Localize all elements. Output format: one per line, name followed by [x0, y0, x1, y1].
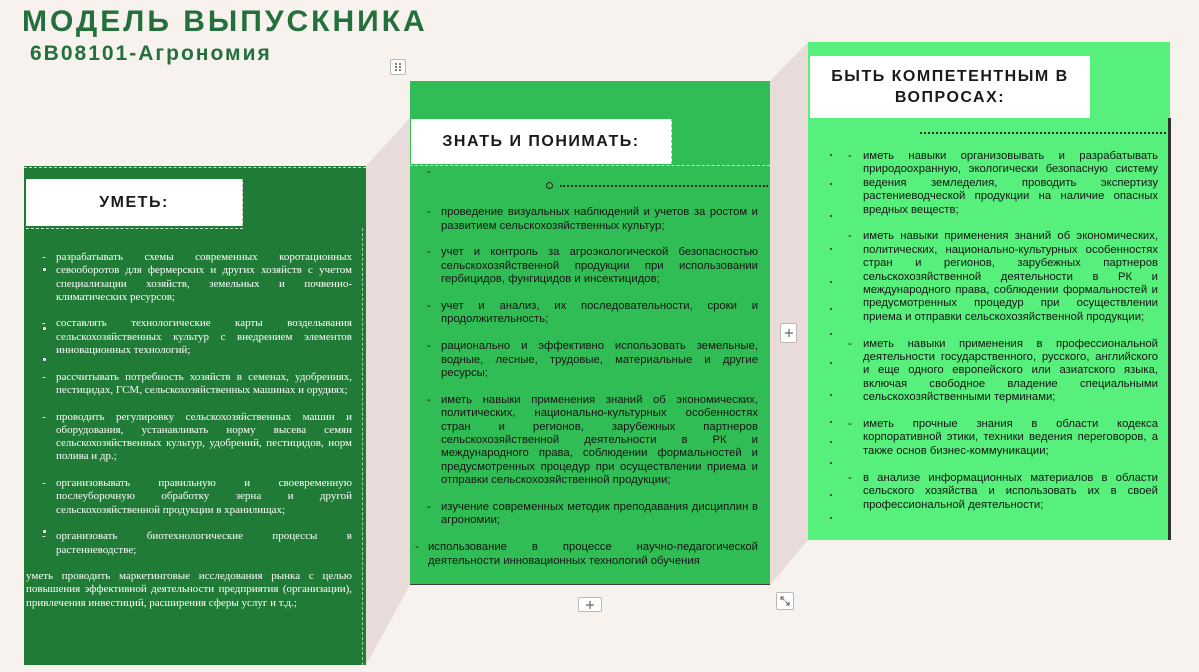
list-item-text: иметь прочные знания в области кодекса корпоративной этики, техники ведения переговоров, а также основ бизнес-коммуникации; — [863, 418, 1158, 457]
list-item — [42, 251, 352, 304]
list-item — [848, 150, 1158, 217]
knowledge-heading[interactable]: ЗНАТЬ И ПОНИМАТЬ: — [411, 119, 672, 164]
list-item-closing — [26, 570, 352, 610]
list-item — [42, 477, 352, 517]
heading-bottom-guide — [26, 228, 243, 229]
list-item — [427, 394, 758, 488]
list-marker: - — [848, 471, 852, 484]
list-item — [42, 317, 352, 357]
list-marker: - — [427, 166, 431, 178]
competence-panel[interactable] — [808, 42, 1170, 540]
list-item-text: в анализе информационных материалов в области сельского хозяйства и использовать их в своей профессиональной деятельности; — [863, 471, 1158, 511]
skills-panel[interactable] — [24, 166, 366, 665]
list-marker: - — [415, 541, 419, 554]
list-item-closing — [415, 541, 758, 568]
knowledge-list[interactable] — [415, 166, 758, 581]
list-item — [427, 246, 758, 286]
list-item-empty — [427, 179, 758, 192]
bullet-dot — [830, 215, 832, 217]
skills-list[interactable] — [26, 251, 352, 623]
list-item-text: учет и контроль за агроэкологической безопасностью сельскохозяйственной продукции при использовании гербицидов, фунгицидов и инсектицидов; — [441, 246, 758, 286]
bullet-dot — [830, 394, 832, 396]
list-item — [427, 300, 758, 327]
list-item-empty — [427, 166, 758, 179]
list-item-text: проводить регулировку сельскохозяйственных машин и оборудования, устанавливать норму высева семян сельскохозяйственных культур, удобрений, пестицидов, норм полива и др.; — [56, 410, 352, 463]
list-marker: - — [42, 477, 46, 490]
drag-handle-icon — [393, 62, 403, 72]
bullet-dot — [830, 333, 832, 335]
list-item-text: использование в процессе научно-педагогической деятельности инновационных технологий обучения — [428, 541, 758, 567]
bullet-dot — [830, 248, 832, 250]
list-item — [42, 411, 352, 464]
circle-bullet-icon — [546, 182, 553, 189]
drag-handle[interactable] — [390, 59, 406, 75]
list-item-text: иметь навыки организовывать и разрабатывать природоохранную, экологически безопасную систему ведения земледелия, проводить экспертизу растениеводческой продукции на наличие опасных вредных веществ; — [863, 150, 1158, 216]
competence-list[interactable] — [848, 150, 1158, 525]
list-marker: - — [848, 150, 852, 162]
panel-right-guide — [362, 228, 363, 665]
list-item-text: изучение современных методик преподавания дисциплин в агрономии; — [441, 501, 758, 527]
slide-title[interactable]: МОДЕЛЬ ВЫПУСКНИКА — [22, 5, 428, 38]
bullet-dot — [830, 362, 832, 364]
add-icon — [784, 328, 794, 338]
list-item-text: учет и анализ, их последовательности, сроки и продолжительность; — [441, 299, 758, 326]
list-item — [42, 371, 352, 398]
list-item — [42, 530, 352, 557]
list-marker: - — [427, 206, 431, 219]
bullet-dot — [830, 308, 832, 310]
list-marker: - — [427, 501, 431, 514]
bullet-dot — [830, 183, 832, 185]
list-marker: - — [427, 340, 431, 353]
add-block-right-button[interactable] — [780, 323, 797, 343]
list-marker: - — [848, 230, 852, 243]
list-item-text: разрабатывать схемы современных коротационных севооборотов для фермерских и других хозяйств с учетом специализации хозяйств, земельных и почвенно-климатических ресурсов; — [56, 251, 352, 303]
list-item-text: рационально и эффективно использовать земельные, водные, лесные, трудовые, материальные и другие ресурсы; — [441, 340, 758, 379]
connector-right — [770, 42, 808, 585]
competence-panel-edge — [1168, 118, 1171, 540]
resize-icon — [779, 595, 791, 607]
competence-heading-text: БЫТЬ КОМПЕТЕНТНЫМ В ВОПРОСАХ: — [831, 68, 1069, 106]
resize-handle[interactable] — [776, 592, 794, 610]
slide-subtitle[interactable]: 6B08101-Агрономия — [30, 42, 272, 65]
connector-left — [366, 118, 410, 665]
competence-heading[interactable] — [810, 56, 1090, 118]
list-item — [848, 338, 1158, 405]
list-marker: - — [848, 418, 852, 431]
list-item-text: иметь навыки применения в профессиональной деятельности государственного, русского, английского и еще одного европейского или азиатского языка, включая свободное владение специальными сельскохозяйственными терминами; — [863, 337, 1158, 404]
add-icon — [585, 600, 595, 610]
list-item-text: уметь проводить маркетинговые исследования рынка с целью повышения эффективной деятельности предприятия (организации), привлечения инвестиций, расширения сферы услуг и т.д.; — [26, 570, 352, 609]
list-item-text: иметь навыки применения знаний об экономических, политических, национально-культурных особенностях стран и регионов, зарубежных партнеров сельскохозяйственной деятельности в РК и международного права, соблюдении формальностей и предусмотренных процедур при осуществлении приема и отправки сельскохозяйственной продукции; — [863, 230, 1158, 323]
list-marker: - — [42, 530, 46, 543]
list-item — [427, 501, 758, 528]
add-block-bottom-button[interactable] — [578, 597, 602, 612]
list-item — [848, 472, 1158, 512]
list-marker: - — [427, 299, 431, 312]
list-item-text: проведение визуальных наблюдений и учетов за ростом и развитием сельскохозяйственных культур; — [441, 206, 758, 232]
list-marker: - — [42, 317, 46, 330]
list-item — [427, 206, 758, 233]
list-item — [427, 340, 758, 380]
list-item-text: составлять технологические карты возделывания сельскохозяйственных культур с внедрением элементов инновационных технологий; — [56, 317, 352, 357]
knowledge-panel[interactable] — [410, 81, 770, 585]
panel-top-guide — [24, 167, 366, 168]
list-item-text: рассчитывать потребность хозяйств в семенах, удобрениях, пестицидах, ГСМ, сельскохозяйственных машинах и орудиях; — [56, 370, 352, 396]
list-item-text: организовывать правильную и своевременную послеуборочную обработку зерна и другой сельскохозяйственной продукции в хранилищах; — [56, 477, 352, 516]
list-item — [848, 418, 1158, 458]
bullet-dot — [830, 441, 832, 443]
list-marker: - — [427, 246, 431, 259]
bullet-dot — [830, 421, 832, 423]
bullet-dot — [830, 494, 832, 496]
list-marker: - — [42, 370, 46, 383]
list-marker: - — [427, 393, 431, 406]
bullet-dot — [830, 281, 832, 283]
dotted-rule — [920, 132, 1170, 134]
list-marker: - — [42, 251, 46, 263]
list-marker: - — [42, 410, 46, 423]
list-item-text: иметь навыки применения знаний об экономических, политических, национально-культурных особенностях стран и регионов, зарубежных партнеров сельскохозяйственной деятельности в РК и международного права, соблюдении формальностей и предусмотренных процедур при осуществлении приема и отправки сельскохозяйственной продукции; — [441, 393, 758, 487]
dotted-leader — [560, 185, 768, 187]
list-marker: - — [848, 337, 852, 350]
skills-heading[interactable]: УМЕТЬ: — [26, 179, 243, 226]
list-item-text: организовать биотехнологические процессы в растениеводстве; — [56, 530, 352, 556]
bullet-dot — [830, 154, 832, 156]
bullet-dot — [830, 517, 832, 519]
list-item — [848, 230, 1158, 324]
bullet-dot — [830, 462, 832, 464]
